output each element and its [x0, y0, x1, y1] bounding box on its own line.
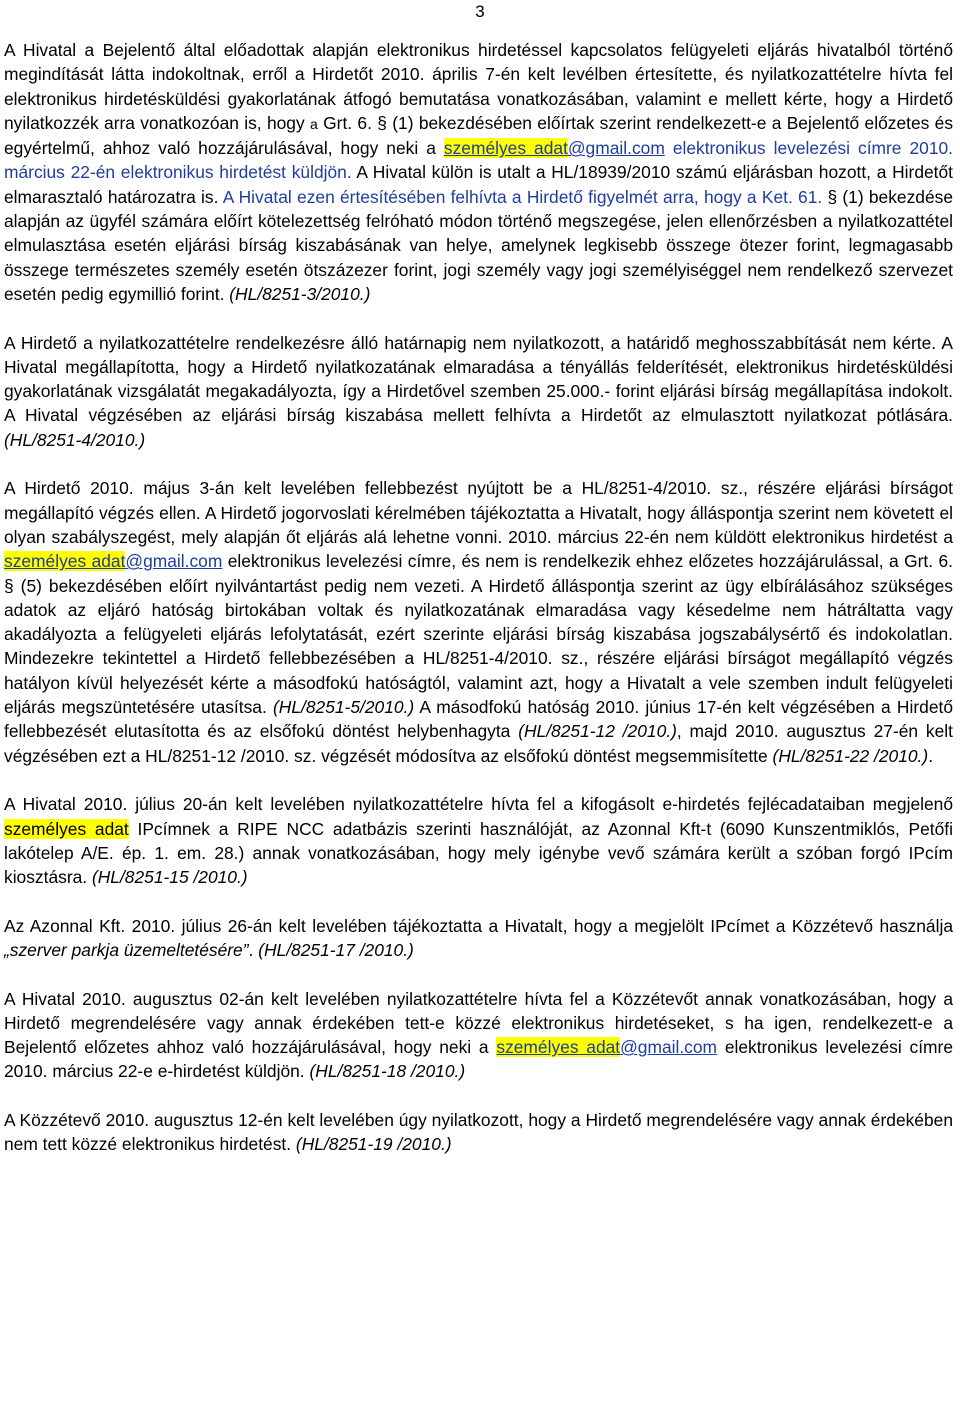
email-domain-link: @gmail.com — [567, 138, 665, 159]
reference-citation: (HL/8251-4/2010.) — [4, 429, 146, 450]
reference-citation: (HL/8251-12 /2010.) — [518, 721, 677, 742]
text-segment: A Hivatal ezen értesítésében felhívta a Hirdető figyelmét arra, hogy a Ket. 61. — [218, 186, 828, 207]
reference-citation: (HL/8251-5/2010.) — [273, 697, 415, 718]
text-segment: A Hivatal 2010. augusztus 02-án kelt levelében nyilatkozattételre hívta fel a Közzétevőt annak vonatkozásában, hogy a Hirdető megrendelésére vagy annak érdekében tett-e közzé elektronikus hirdetéseket, s ha igen, rendelkezett-e a Bejelentő előzetes ahhoz való hozzájárulásával, hogy neki a — [4, 988, 953, 1058]
text-segment: elektronikus levelezési címre, és nem is rendelkezik ehhez előzetes hozzájárulással, a Grt. 6. — [222, 551, 953, 572]
reference-citation: (HL/8251-19 /2010.) — [295, 1134, 452, 1155]
text-segment: . — [928, 745, 934, 766]
page-number: 3 — [475, 2, 485, 21]
email-domain-link: @gmail.com — [125, 551, 223, 572]
text-segment: A Hivatal megállapította, hogy a Hirdető nyilatkozatának elmaradása a tényállás felderítését, elektronikus hirdetésküldési gyakorlatának vizsgálatát megakadályozta, így a Hirdetővel szemben 25.000.- forint eljárási bírság megállapítása indokolt. A Hivatal végzésében az eljárási bírság kiszabása mellett felhívta a Hirdetőt az elmulasztott nyilatkozat pótlására. — [4, 332, 953, 426]
text-segment: A Hivatal 2010. július 20-án kelt levelében nyilatkozattételre hívta fel a kifogásolt e-hirdetés fejlécadataiban megjelenő — [4, 794, 953, 815]
paragraph-7 — [4, 1108, 953, 1157]
text-segment: § (1) bekezdése alapján az ügyfél számára előírt kötelezettség felróható módon történő megszegése, jelen ellenőrzésben a nyilatkozattétel elmulasztása esetén eljárási bírság kiszabásának van helye, amelynek legkisebb összege ötezer forint, legmagasabb összege természetes személy esetén ötszázezer forint, jogi személy vagy jogi személyiséggel nem rendelkező szervezet esetén pedig egymillió forint. — [4, 186, 953, 304]
redacted-personal-data: személyes adat — [4, 818, 129, 839]
reference-citation: „szerver parkja üzemeltetésére” — [4, 939, 249, 960]
paragraph-4 — [4, 792, 953, 889]
text-segment: § (5) bekezdésében előírt nyilvántartást pedig nem vezeti. A Hirdető álláspontja szerint az ügy elbírálásához szükséges adatok az eljáró hatóság birtokában voltak és nyilatkozatának elmaradása vagy késedelme nem hátráltatta vagy akadályozta a felügyeleti eljárás lefolytatását, ezért szerinte eljárási bírság kiszabása jogszabálysértő és indokolatlan. Mindezekre tekintettel a Hirdető fellebbezésében a HL/8251-4/2010. sz., részére eljárási bírságot megállapító végzés hatályon kívül helyezését kérte a másodfokú hatóságtól, valamint azt, hogy a Hivatalt a vele szemben indult felügyeleti eljárás megszüntetésére utasítsa. — [4, 575, 953, 718]
text-segment: § (1) bekezdésében előírtak szerint rendelkezett-e a Bejelentő előzetes és egyértelmű, ahhoz való hozzájárulásával, hogy neki a — [4, 112, 954, 159]
text-segment: Grt. 6. — [317, 112, 378, 133]
text-segment: , majd 2010. augusztus 27-én kelt végzésében ezt a HL/8251-12 /2010. sz. végzését módosítva az elsőfokú döntést megsemmisítette — [4, 721, 953, 766]
text-segment: IPcímnek a RIPE NCC adatbázis szerinti használóját, az Azonnal Kft-t (6090 Kunszentmiklós, Petőfi lakótelep A/E. ép. 1. em. 28.) annak vonatkozásában, hogy mely igénybe vevő számára került a szóban forgó IPcím kiosztásra. — [4, 818, 953, 888]
text-segment: elektronikus levelezési címre 2010. március 22-e e-hirdetést küldjön. — [4, 1037, 953, 1082]
reference-citation: (HL/8251-22 /2010.) — [772, 745, 929, 766]
text-segment: A Hivatal külön is utalt a HL/18939/2010 számú eljárásban hozott, a Hirdetőt elmarasztaló határozatra is. — [4, 162, 953, 207]
text-segment: A Hirdető jogorvoslati kérelmében tájékoztatta a Hivatalt, hogy álláspontja szerint nem követett el olyan szabályszegést, mely alapján őt eljárás alá lehetne vonni. 2010. március 22-én nem küldött elektronikus hirdetést a — [4, 502, 953, 547]
paragraph-3 — [4, 476, 953, 768]
text-segment: a — [310, 115, 318, 132]
paragraph-2 — [4, 331, 953, 452]
paragraph-5 — [4, 914, 953, 963]
redacted-personal-data: személyes adat — [4, 551, 126, 572]
text-segment: A Közzétevő 2010. augusztus 12-én kelt levelében úgy nyilatkozott, hogy a Hirdető megrendelésére vagy annak érdekében nem tett közzé elektronikus hirdetést. — [4, 1110, 953, 1155]
text-segment: A másodfokú hatóság 2010. június 17-én kelt végzésében a Hirdető fellebbezését elutasította és az elsőfokú döntést helybenhagyta — [4, 697, 953, 742]
redacted-personal-data: személyes adat — [443, 138, 568, 159]
text-segment: . — [248, 939, 259, 960]
reference-citation: (HL/8251-3/2010.) — [229, 283, 371, 304]
redacted-personal-data: személyes adat — [496, 1037, 621, 1058]
text-segment: Az Azonnal Kft. 2010. július 26-án kelt levelében tájékoztatta a Hivatalt, hogy a megjelölt IPcímet a Közzétevő használja — [4, 915, 953, 936]
text-segment: A Hivatal a Bejelentő által előadottak alapján elektronikus hirdetéssel kapcsolatos felügyeleti eljárás hivatalból történő megindítását látta indokoltnak, erről a Hirdetőt 2010. április 7-én kelt levélben értesítette, és nyilatkozattételre hívta fel elektronikus hirdetésküldési gyakorlatának átfogó bemutatása vonatkozásában, valamint e mellett kérte, hogy a Hirdető nyilatkozzék arra vonatkozóan is, hogy — [4, 40, 953, 133]
text-segment: A Hirdető a nyilatkozattételre rendelkezésre álló határnapig nem nyilatkozott, a határidő meghosszabbítását nem kérte. — [4, 332, 937, 353]
paragraph-6 — [4, 987, 953, 1084]
paragraph-1 — [4, 38, 953, 306]
reference-citation: (HL/8251-18 /2010.) — [309, 1061, 466, 1082]
text-segment: elektronikus levelezési címre 2010. március 22-én elektronikus hirdetést küldjön. — [4, 138, 954, 183]
reference-citation: (HL/8251-15 /2010.) — [91, 867, 248, 888]
text-segment: A Hirdető 2010. május 3-án kelt levelében fellebbezést nyújtott be a HL/8251-4/2010. sz., részére eljárási bírságot megállapító végzés ellen. — [4, 478, 953, 523]
reference-citation: (HL/8251-17 /2010.) — [258, 939, 414, 960]
email-domain-link: @gmail.com — [620, 1037, 718, 1058]
